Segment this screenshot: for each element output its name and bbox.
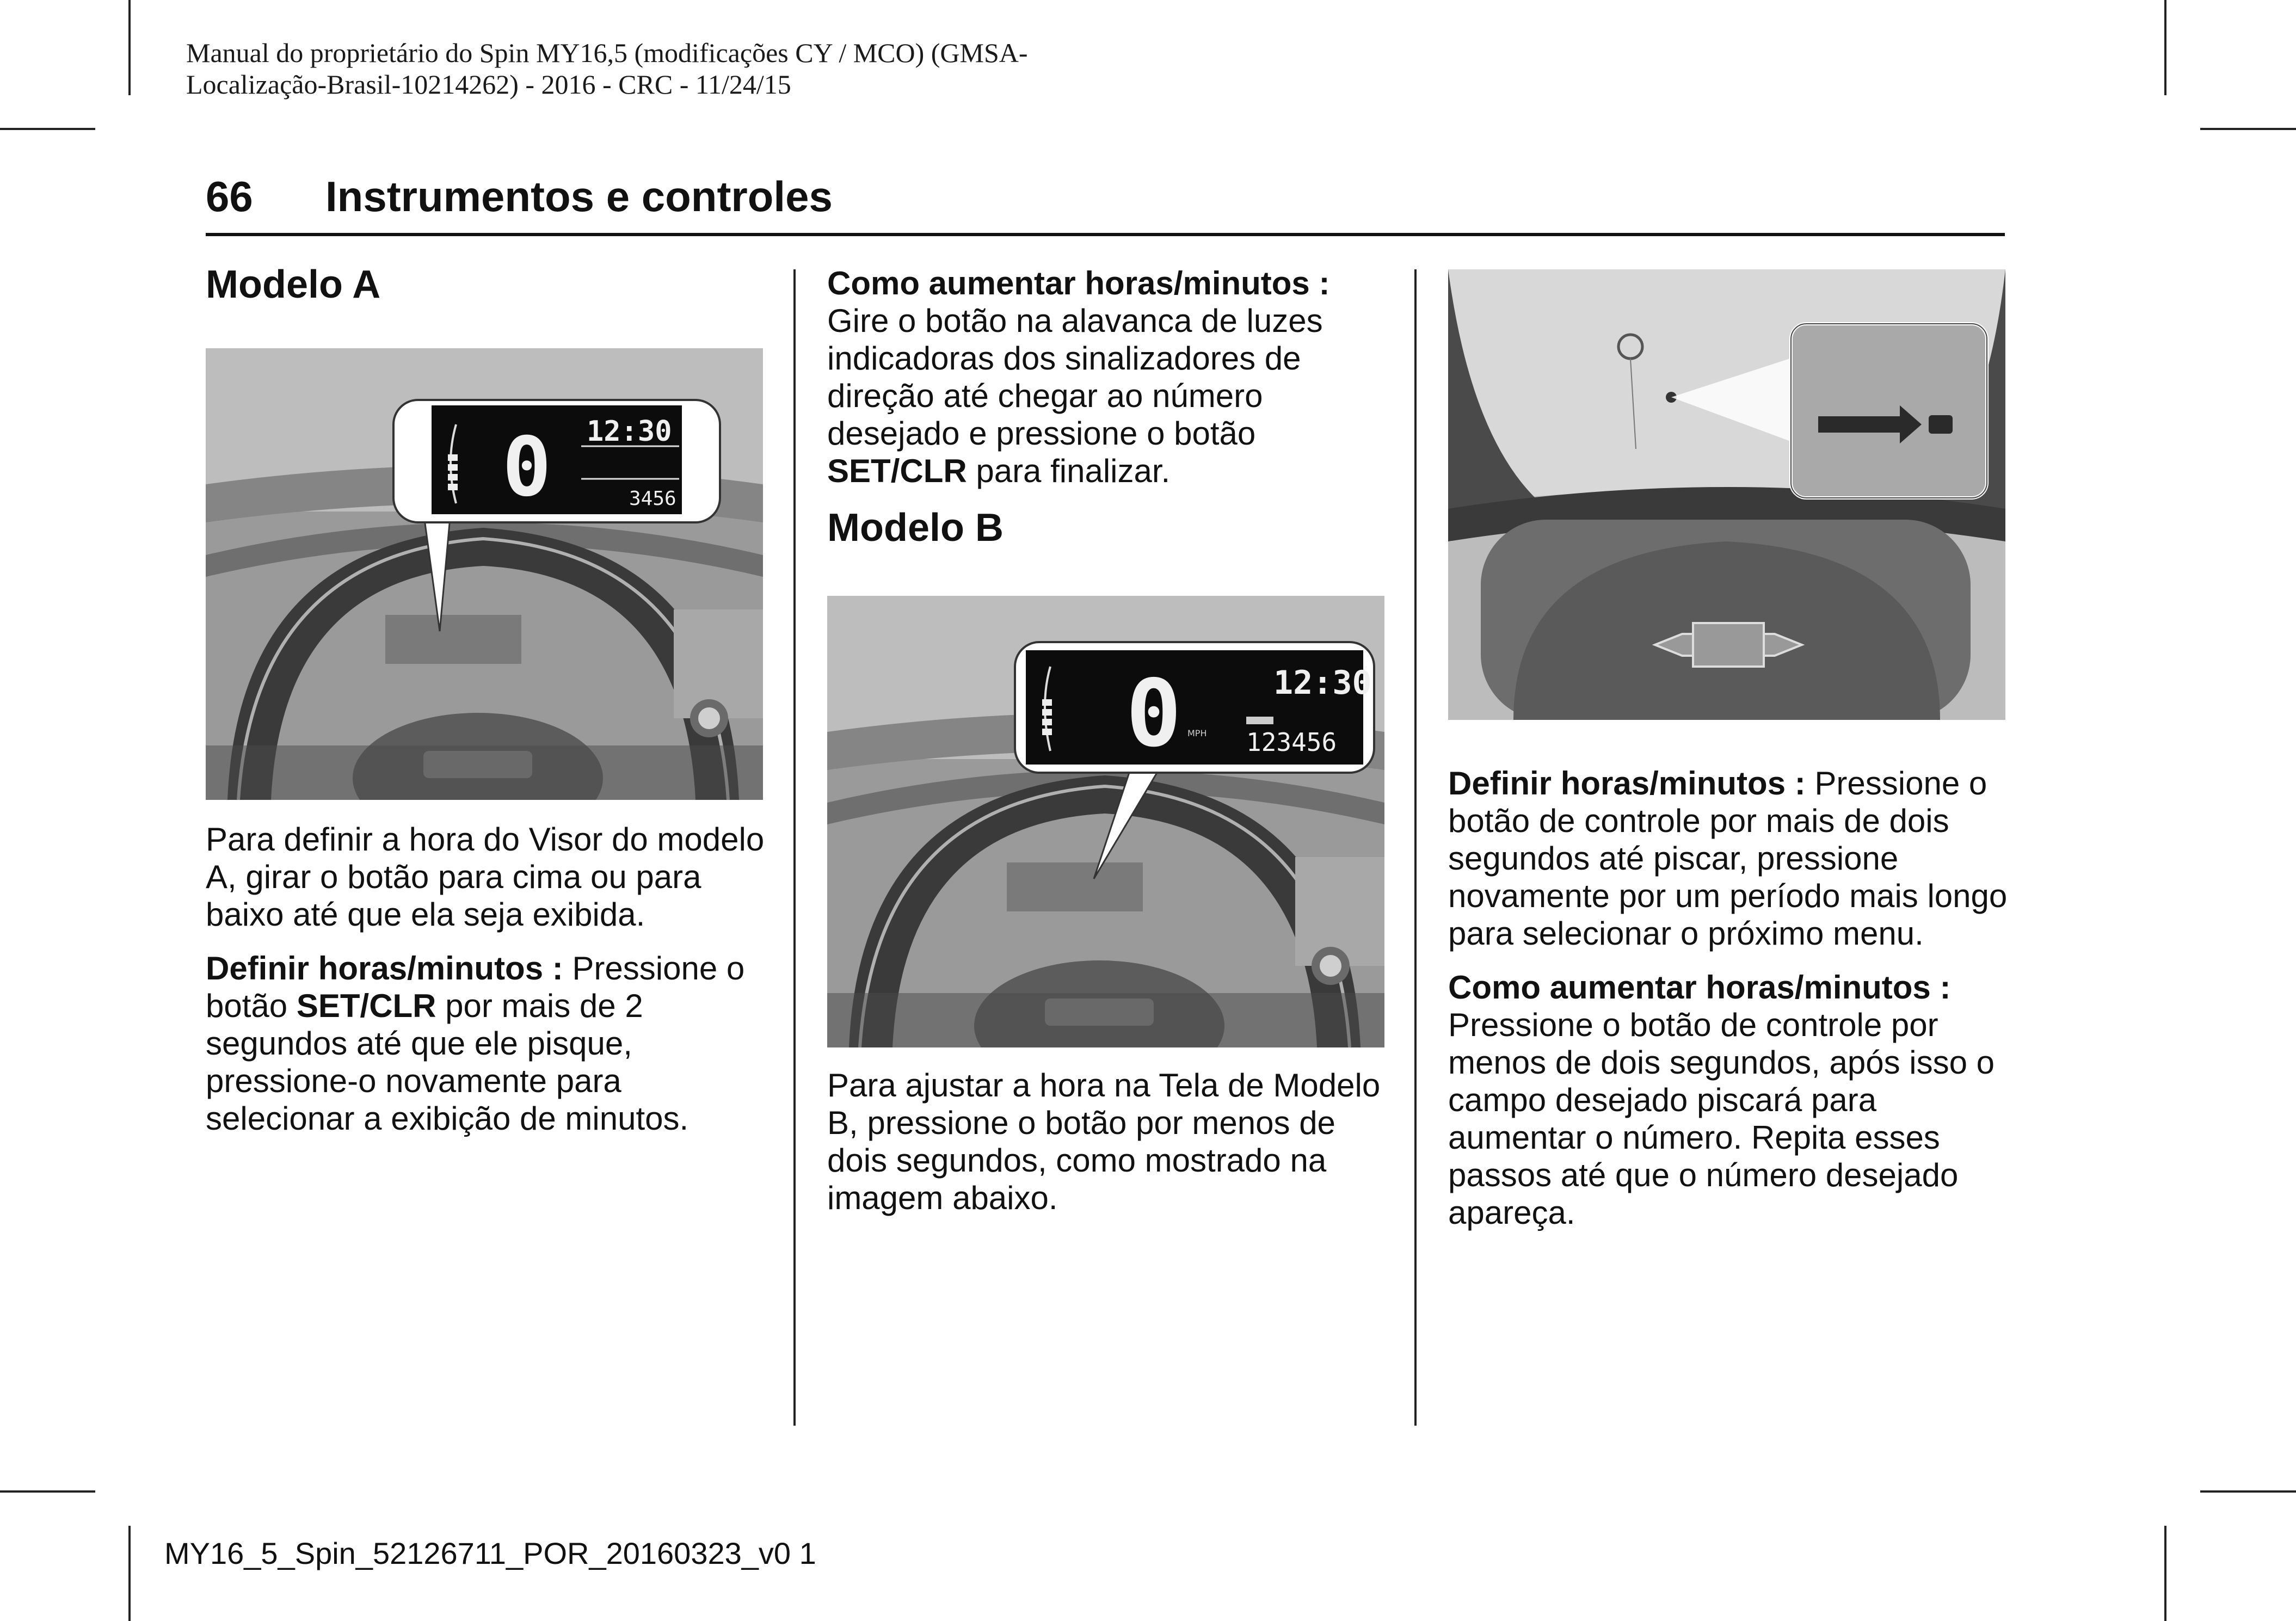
odometer-readout-a: 3456 bbox=[629, 488, 676, 510]
speed-readout-b: 0 bbox=[1125, 660, 1182, 768]
running-header-line1: Manual do proprietário do Spin MY16,5 (modificações CY / MCO) (GMSA- bbox=[186, 38, 1028, 68]
odometer-readout-b: 123456 bbox=[1246, 728, 1337, 757]
inline-label: Definir horas/minutos : bbox=[1448, 765, 1806, 802]
paragraph bbox=[827, 264, 1393, 490]
paragraph bbox=[1448, 765, 2014, 952]
heading-modelo-a: Modelo A bbox=[206, 263, 381, 306]
inline-label: Como aumentar horas/minutos : bbox=[827, 265, 1330, 301]
footer-doc-id: MY16_5_Spin_52126711_POR_20160323_v0 1 bbox=[164, 1536, 816, 1570]
column-1-text bbox=[206, 821, 772, 1154]
inline-bold: SET/CLR bbox=[827, 453, 967, 489]
figure-model-b bbox=[827, 596, 1384, 1047]
speed-unit-b: MPH bbox=[1187, 728, 1207, 738]
crop-mark bbox=[2164, 1526, 2166, 1621]
column-2 bbox=[827, 264, 1393, 550]
column-divider bbox=[1414, 269, 1417, 1426]
running-header-line2: Localização-Brasil-10214262) - 2016 - CRC - 11/24/15 bbox=[186, 69, 791, 100]
paragraph: Para ajustar a hora na Tela de Modelo B, pressione o botão por menos de dois segundos, como mostrado na imagem abaixo. bbox=[827, 1067, 1381, 1216]
figure-steering-button bbox=[1448, 269, 2005, 720]
crop-mark bbox=[0, 1490, 95, 1493]
header-rule bbox=[206, 233, 2005, 236]
column-2-text bbox=[827, 1067, 1393, 1233]
crop-mark bbox=[2164, 0, 2166, 95]
inline-text: Pressione o botão de controle por mais de dois segundos até piscar, pressione novamente por um período mais longo para selecionar o próximo menu. bbox=[1448, 765, 2008, 952]
inline-text: Pressione o botão de controle por menos de dois segundos, após isso o campo desejado piscará para aumentar o número. Repita esses passos até que o número desejado apareça. bbox=[1448, 1007, 1995, 1231]
paragraph bbox=[206, 950, 772, 1137]
column-3-text bbox=[1448, 765, 2014, 1248]
clock-readout-a: 12:30 bbox=[587, 415, 672, 448]
clock-readout-b: 12:30 bbox=[1273, 664, 1372, 702]
crop-mark bbox=[2200, 1490, 2296, 1493]
speed-readout-a: 0 bbox=[502, 420, 552, 515]
section-title: Instrumentos e controles bbox=[325, 172, 833, 220]
inline-label: Como aumentar horas/minutos : bbox=[1448, 969, 1951, 1006]
paragraph: Para definir a hora do Visor do modelo A, girar o botão para cima ou para baixo até que ela seja exibida. bbox=[206, 821, 765, 933]
inline-text: por mais de 2 segundos até que ele pisque, pressione-o novamente para selecionar a exibição de minutos. bbox=[206, 988, 689, 1137]
heading-modelo-b: Modelo B bbox=[827, 506, 1004, 550]
inline-label: Definir horas/minutos : bbox=[206, 950, 563, 987]
crop-mark bbox=[128, 0, 131, 95]
crop-mark bbox=[0, 128, 95, 130]
page-number: 66 bbox=[206, 172, 253, 220]
inline-bold: SET/CLR bbox=[296, 988, 436, 1024]
inline-text: Gire o botão na alavanca de luzes indicadoras dos sinalizadores de direção até chegar ao número desejado e pressione o botão bbox=[827, 303, 1323, 452]
crop-mark bbox=[128, 1526, 131, 1621]
inline-text: Pressione o botão bbox=[206, 950, 745, 1024]
paragraph bbox=[1448, 969, 2014, 1231]
crop-mark bbox=[2200, 128, 2296, 130]
figure-model-a bbox=[206, 348, 763, 800]
running-header bbox=[186, 37, 1275, 100]
column-1 bbox=[206, 263, 772, 306]
column-divider bbox=[793, 269, 796, 1426]
inline-text: para finalizar. bbox=[967, 453, 1171, 489]
